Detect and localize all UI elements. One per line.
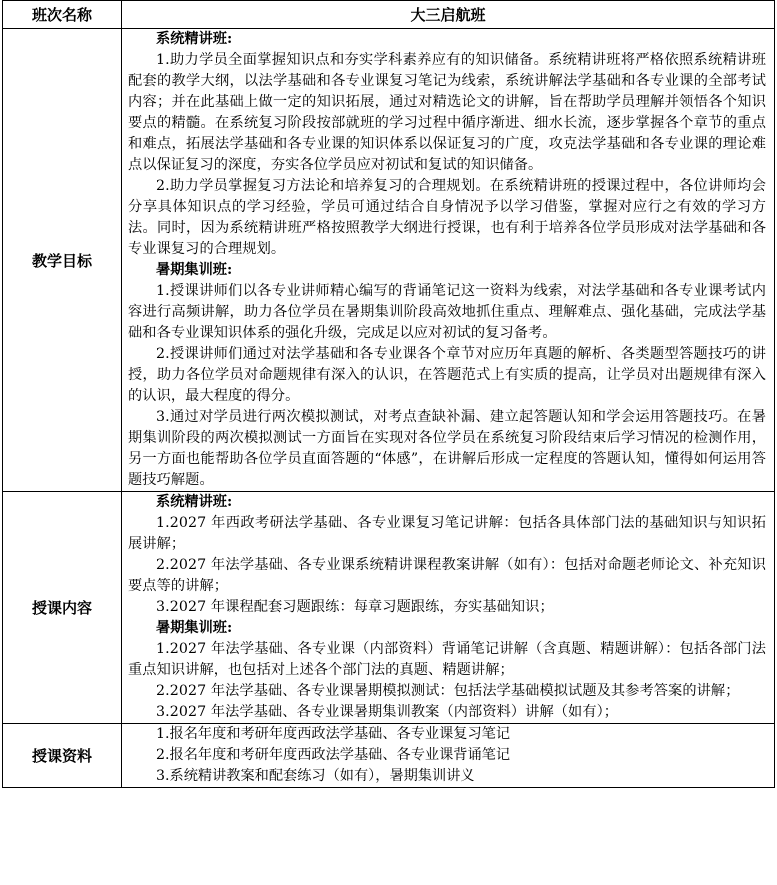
goals-summer-para-3: 3.通过对学员进行两次模拟测试，对考点查缺补漏、建立起答题认知和学会运用答题技巧。在暑期集训阶段的两次模拟测试一方面旨在实现对各位学员在系统复习阶段结束后学习情况的检测作用，另一方面也能帮助各位学员直面答题的“体感”，在讲解后形成一定程度的答题认知，懂得如何运用答题技巧解题。 xyxy=(128,409,766,488)
goals-summer-title: 暑期集训班: xyxy=(156,262,233,278)
teaching-goals-label: 教学目标 xyxy=(3,29,122,492)
teaching-goals-content xyxy=(122,29,775,492)
teaching-goals-row xyxy=(3,29,775,492)
course-info-table xyxy=(2,0,775,788)
goals-summer-para-2: 2.授课讲师们通过对法学基础和各专业课各个章节对应历年真题的解析、各类题型答题技巧的讲授，助力各位学员对命题规律有深入的认识，在答题范式上有实质的提高，让学员对出题规律有深入的认识，最大程度的得分。 xyxy=(128,346,766,404)
materials-item-2: 2.报名年度和考研年度西政法学基础、各专业课背诵笔记 xyxy=(156,747,511,763)
course-content-content xyxy=(122,492,775,724)
course-materials-row xyxy=(3,724,775,788)
goals-systematic-para-1: 1.助力学员全面掌握知识点和夯实学科素养应有的知识储备。系统精讲班将严格依照系统精讲班配套的教学大纲，以法学基础和各专业课复习笔记为线索，系统讲解法学基础和各专业课的全部考试内容；并在此基础上做一定的知识拓展，通过对精选论文的讲解，旨在帮助学员理解并领悟各个知识要点的精髓。在系统复习阶段按部就班的学习过程中循序渐进、细水长流，逐步掌握各个章节的重点和难点，拓展法学基础和各专业课的知识体系以保证复习的广度，攻克法学基础和各专业课的理论难点以保证复习的深度，夯实各位学员应对初试和复试的知识储备。 xyxy=(128,52,766,173)
header-row xyxy=(3,1,775,29)
goals-summer-para-1: 1.授课讲师们以各专业讲师精心编写的背诵笔记这一资料为线索，对法学基础和各专业课考试内容进行高频讲解，助力各位学员在暑期集训阶段高效地抓住重点、理解难点、强化基础，完成法学基础和各专业课知识体系的强化升级，完成足以应对初试的复习备考。 xyxy=(128,283,766,341)
materials-item-1: 1.报名年度和考研年度西政法学基础、各专业课复习笔记 xyxy=(156,726,511,742)
content-systematic-item-1: 1.2027 年西政考研法学基础、各专业课复习笔记讲解：包括各具体部门法的基础知识与知识拓展讲解； xyxy=(128,515,766,552)
content-systematic-item-2: 2.2027 年法学基础、各专业课系统精讲课程教案讲解（如有）：包括对命题老师论文、补充知识要点等的讲解； xyxy=(128,557,766,594)
content-summer-item-1: 1.2027 年法学基础、各专业课（内部资料）背诵笔记讲解（含真题、精题讲解）：包括各部门法重点知识讲解，也包括对上述各个部门法的真题、精题讲解； xyxy=(128,641,766,678)
materials-item-3: 3.系统精讲教案和配套练习（如有），暑期集训讲义 xyxy=(156,768,475,784)
content-summer-item-2: 2.2027 年法学基础、各专业课暑期模拟测试：包括法学基础模拟试题及其参考答案的讲解； xyxy=(156,683,740,699)
header-class-name-label: 班次名称 xyxy=(3,1,122,29)
course-materials-content xyxy=(122,724,775,788)
course-content-row xyxy=(3,492,775,724)
content-summer-title: 暑期集训班: xyxy=(156,620,233,636)
goals-systematic-title: 系统精讲班: xyxy=(156,31,233,47)
course-content-label: 授课内容 xyxy=(3,492,122,724)
content-summer-item-3: 3.2027 年法学基础、各专业课暑期集训教案（内部资料）讲解（如有）； xyxy=(156,704,619,720)
content-systematic-title: 系统精讲班: xyxy=(156,494,233,510)
content-systematic-item-3: 3.2027 年课程配套习题跟练：每章习题跟练，夯实基础知识； xyxy=(156,599,554,615)
header-class-name-value: 大三启航班 xyxy=(122,1,775,29)
course-materials-label: 授课资料 xyxy=(3,724,122,788)
goals-systematic-para-2: 2.助力学员掌握复习方法论和培养复习的合理规划。在系统精讲班的授课过程中，各位讲师均会分享具体知识点的学习经验，学员可通过结合自身情况予以学习借鉴，掌握对应行之有效的学习方法。同时，因为系统精讲班严格按照教学大纲进行授课，也有利于培养各位学员形成对法学基础和各专业课复习的合理规划。 xyxy=(128,178,766,257)
